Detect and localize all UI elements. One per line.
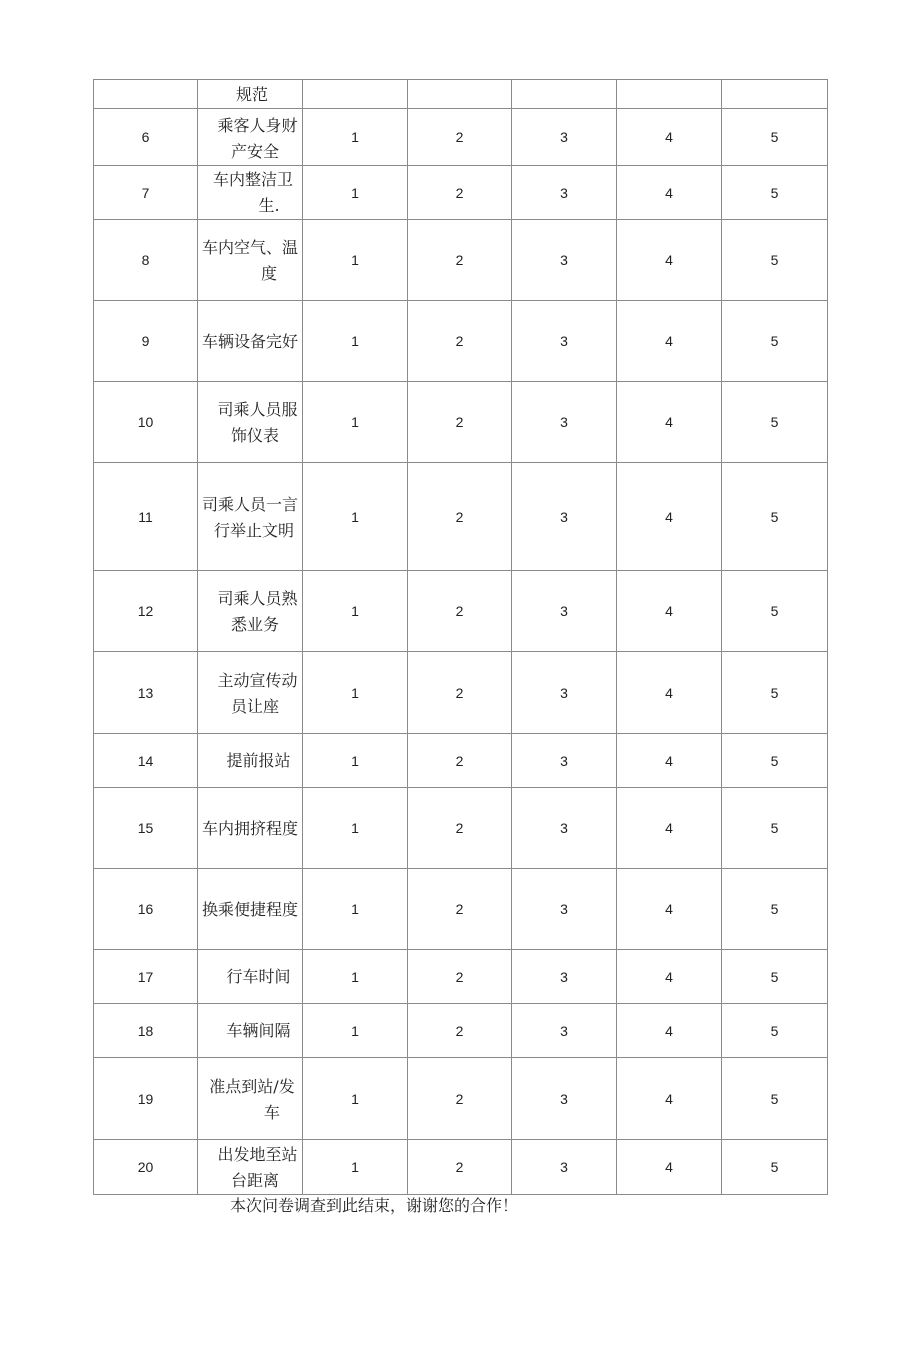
score-cell: 3: [512, 220, 617, 301]
item-cell: [198, 301, 303, 382]
item-text-line: 换乘便捷程度: [201, 899, 298, 919]
row-number-cell: [94, 80, 198, 109]
score-cell: 3: [512, 301, 617, 382]
row-number-cell: 11: [94, 463, 198, 571]
score-cell: 4: [617, 109, 722, 166]
score-cell: 5: [722, 301, 828, 382]
item-cell: [198, 463, 303, 571]
score-cell: 2: [408, 1004, 512, 1058]
table-row: [94, 80, 828, 109]
score-cell: 5: [722, 950, 828, 1004]
item-cell: [198, 382, 303, 463]
item-text-line: 员让座: [230, 696, 279, 716]
score-cell: 4: [617, 463, 722, 571]
score-cell: 2: [408, 220, 512, 301]
score-cell: 3: [512, 1140, 617, 1195]
survey-table-body: [94, 80, 828, 1195]
item-text-line: 车内空气、温: [201, 237, 298, 257]
item-text-line: 悉业务: [230, 615, 279, 634]
score-cell: 4: [617, 788, 722, 869]
score-cell: 3: [512, 571, 617, 652]
item-cell: [198, 109, 303, 166]
score-cell: 2: [408, 1140, 512, 1195]
score-cell: 5: [722, 1140, 828, 1195]
score-cell: 1: [303, 301, 408, 382]
score-cell: 1: [303, 382, 408, 463]
score-cell: 3: [512, 652, 617, 734]
row-number-cell: 10: [94, 382, 198, 463]
score-cell: 1: [303, 734, 408, 788]
score-cell: 3: [512, 869, 617, 950]
item-cell: [198, 788, 303, 869]
table-row: [94, 869, 828, 950]
survey-table: [93, 79, 828, 1195]
table-row: [94, 166, 828, 220]
score-cell: 3: [512, 734, 617, 788]
table-row: [94, 788, 828, 869]
item-text-line: 度: [260, 263, 277, 283]
score-cell: 5: [722, 869, 828, 950]
score-cell: 1: [303, 220, 408, 301]
score-cell: [303, 80, 408, 109]
score-cell: 5: [722, 734, 828, 788]
item-text-line: 司乘人员熟: [217, 589, 298, 608]
row-number-cell: 20: [94, 1140, 198, 1195]
item-text-line: 车辆间隔: [226, 1021, 291, 1040]
score-cell: 4: [617, 220, 722, 301]
score-cell: 2: [408, 869, 512, 950]
table-row: [94, 1140, 828, 1195]
item-text-line: 行车时间: [226, 967, 291, 986]
score-cell: [512, 80, 617, 109]
row-number-cell: 16: [94, 869, 198, 950]
table-row: [94, 109, 828, 166]
table-row: [94, 950, 828, 1004]
score-cell: 5: [722, 571, 828, 652]
table-row: [94, 220, 828, 301]
score-cell: 5: [722, 166, 828, 220]
item-text-line: 产安全: [230, 142, 279, 161]
score-cell: 1: [303, 788, 408, 869]
item-text-line: 车内整洁卫: [212, 170, 293, 189]
score-cell: 4: [617, 382, 722, 463]
score-cell: 1: [303, 950, 408, 1004]
item-cell: [198, 571, 303, 652]
item-cell: [198, 1004, 303, 1058]
score-cell: 2: [408, 463, 512, 571]
item-cell: [198, 950, 303, 1004]
score-cell: 3: [512, 1058, 617, 1140]
item-cell: [198, 220, 303, 301]
table-row: [94, 301, 828, 382]
score-cell: 3: [512, 788, 617, 869]
score-cell: 2: [408, 734, 512, 788]
score-cell: 5: [722, 463, 828, 571]
score-cell: 5: [722, 788, 828, 869]
row-number-cell: 7: [94, 166, 198, 220]
score-cell: [408, 80, 512, 109]
score-cell: [617, 80, 722, 109]
item-cell: [198, 1140, 303, 1195]
item-text-line: 车内拥挤程度: [201, 818, 298, 838]
score-cell: 1: [303, 571, 408, 652]
table-row: [94, 463, 828, 571]
item-cell: [198, 166, 303, 220]
row-number-cell: 19: [94, 1058, 198, 1140]
table-row: [94, 734, 828, 788]
item-text-line: 乘客人身财: [217, 116, 298, 135]
score-cell: 1: [303, 1004, 408, 1058]
item-text-line: 司乘人员服: [217, 400, 298, 419]
score-cell: 5: [722, 382, 828, 463]
score-cell: 4: [617, 1058, 722, 1140]
item-text-line: 司乘人员一言: [201, 494, 298, 514]
score-cell: 2: [408, 166, 512, 220]
score-cell: 3: [512, 1004, 617, 1058]
row-number-cell: 8: [94, 220, 198, 301]
score-cell: [722, 80, 828, 109]
item-cell: [198, 734, 303, 788]
item-text-line: 行举止文明: [213, 520, 294, 540]
item-cell: [198, 869, 303, 950]
table-row: [94, 1004, 828, 1058]
item-text-line: 主动宣传动: [217, 670, 298, 690]
item-text-line: 饰仪表: [230, 426, 279, 445]
item-text-line: 准点到站/发: [209, 1076, 295, 1096]
item-cell: 规范: [198, 80, 303, 109]
score-cell: 4: [617, 734, 722, 788]
score-cell: 3: [512, 382, 617, 463]
row-number-cell: 18: [94, 1004, 198, 1058]
score-cell: 1: [303, 166, 408, 220]
score-cell: 4: [617, 571, 722, 652]
row-number-cell: 6: [94, 109, 198, 166]
score-cell: 2: [408, 109, 512, 166]
row-number-cell: 13: [94, 652, 198, 734]
score-cell: 2: [408, 652, 512, 734]
score-cell: 2: [408, 788, 512, 869]
score-cell: 3: [512, 109, 617, 166]
score-cell: 4: [617, 1004, 722, 1058]
score-cell: 2: [408, 571, 512, 652]
score-cell: 4: [617, 301, 722, 382]
row-number-cell: 17: [94, 950, 198, 1004]
item-text-line: 车辆设备完好: [201, 332, 298, 351]
score-cell: 4: [617, 166, 722, 220]
row-number-cell: 15: [94, 788, 198, 869]
score-cell: 2: [408, 382, 512, 463]
item-text-line: 出发地至站: [217, 1144, 298, 1164]
score-cell: 5: [722, 1058, 828, 1140]
row-number-cell: 9: [94, 301, 198, 382]
score-cell: 4: [617, 950, 722, 1004]
score-cell: 2: [408, 1058, 512, 1140]
score-cell: 1: [303, 869, 408, 950]
score-cell: 1: [303, 1140, 408, 1195]
table-row: [94, 1058, 828, 1140]
table-row: [94, 571, 828, 652]
score-cell: 5: [722, 1004, 828, 1058]
item-cell: [198, 1058, 303, 1140]
score-cell: 5: [722, 109, 828, 166]
closing-note: 本次问卷调查到此结束，谢谢您的合作！: [230, 1196, 519, 1215]
score-cell: 1: [303, 463, 408, 571]
item-cell: [198, 652, 303, 734]
score-cell: 3: [512, 463, 617, 571]
item-text-line: 车: [263, 1102, 280, 1122]
item-text-line: 提前报站: [226, 751, 291, 770]
score-cell: 3: [512, 950, 617, 1004]
score-cell: 2: [408, 301, 512, 382]
item-text-line: 台距离: [230, 1170, 279, 1190]
score-cell: 1: [303, 652, 408, 734]
table-row: [94, 382, 828, 463]
score-cell: 4: [617, 869, 722, 950]
score-cell: 1: [303, 1058, 408, 1140]
score-cell: 2: [408, 950, 512, 1004]
score-cell: 5: [722, 220, 828, 301]
score-cell: 5: [722, 652, 828, 734]
score-cell: 4: [617, 1140, 722, 1195]
score-cell: 3: [512, 166, 617, 220]
score-cell: 1: [303, 109, 408, 166]
table-row: [94, 652, 828, 734]
row-number-cell: 14: [94, 734, 198, 788]
score-cell: 4: [617, 652, 722, 734]
row-number-cell: 12: [94, 571, 198, 652]
item-text-line: 生.: [258, 196, 280, 215]
